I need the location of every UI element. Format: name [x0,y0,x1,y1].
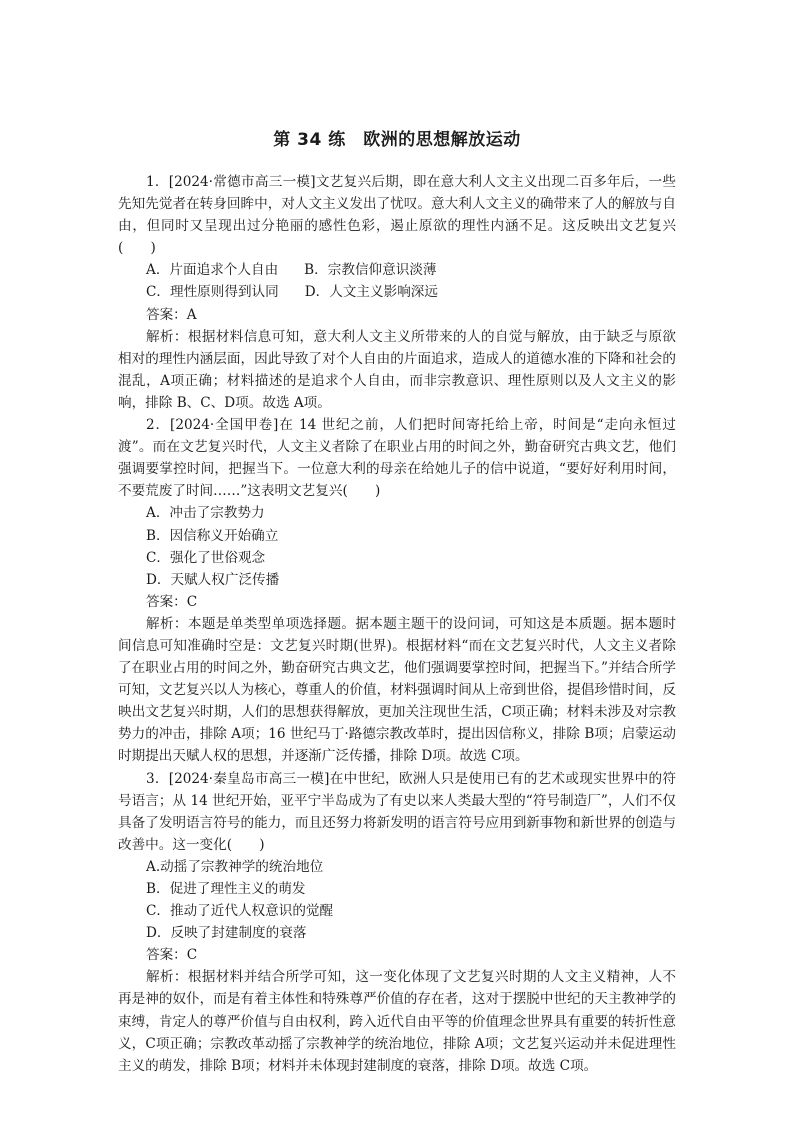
answer: 答案：C [146,947,198,964]
answer: 答案：C [146,593,198,610]
option-d: D．人文主义影响深远 [304,284,438,301]
question-stem: 1．[2024·常德市高三一模]文艺复兴后期，即在意大利人文主义出现二百多年后，一些先知先觉者在转身回眸中，对人文主义发出了忧叹。意大利人文主义的确带来了人的解放与自由，但同时又呈现出过分艳丽的感性色彩，遏止原欲的理性内涵不足。这反映出文艺复兴( ) [118,174,676,257]
option-c: C．强化了世俗观念 [146,549,266,566]
option-row [118,281,676,303]
question-stem: 3．[2024·秦皇岛市高三一模]在中世纪，欧洲人只是使用已有的艺术或现实世界中的符号语言；从 14 世纪开始，亚平宁半岛成为了有史以来人类最大型的“符号制造厂”，人们不仅具备了发明语言符号的能力，而且还努力将新发明的语言符号应用到新事物和新世界的创造与改善中。这一变化( ) [118,770,676,853]
question-stem: 2．[2024·全国甲卷]在 14 世纪之前，人们把时间寄托给上帝，时间是“走向永恒过渡”。而在文艺复兴时代，人文主义者除了在职业占用的时间之外，勤奋研究古典文艺，他们强调要掌控时间，把握当下。一位意大利的母亲在给她儿子的信中说道，“要好好利用时间，不要荒废了时间……”这表明文艺复兴( ) [118,417,676,500]
analysis: 解析：本题是单类型单项选择题。据本题主题干的设问词，可知这是本质题。据本题时间信息可知准确时空是：文艺复兴时期(世界)。根据材料“而在文艺复兴时代，人文主义者除了在职业占用的时间之外，勤奋研究古典文艺，他们强调要掌控时间，把握当下。”并结合所学可知，文艺复兴以人为核心，尊重人的价值，材料强调时间从上帝到世俗，提倡珍惜时间，反映出文艺复兴时期，人们的思想获得解放，更加关注现世生活，C项正确；材料未涉及对宗教势力的冲击，排除 A项；16 世纪马丁·路德宗教改革时，提出因信称义，排除 B项；启蒙运动时期提出天赋人权的思想，并逐渐广泛传播，排除 D项。故选 C项。 [118,615,676,765]
option-b: B．宗教信仰意识淡薄 [304,262,437,279]
option-b: B．促进了理性主义的萌发 [146,881,306,897]
answer: 答案：A [146,306,197,323]
question-2 [118,414,676,768]
option-b: B．因信称义开始确立 [146,527,279,544]
option-row [118,259,676,281]
option-d: D．反映了封建制度的衰落 [146,925,307,942]
option-c: C．推动了近代人权意识的觉醒 [146,903,334,920]
analysis: 解析：根据材料并结合所学可知，这一变化体现了文艺复兴时期的人文主义精神，人不再是神的奴仆，而是有着主体性和特殊尊严价值的存在者，这对于摆脱中世纪的天主教神学的束缚，肯定人的尊严价值与自由权利，跨入近代自由平等的价值理念世界具有重要的转折性意义，C项正确；宗教改革动摇了宗教神学的统治地位，排除 A项；文艺复兴运动并未促进理性主义的萌发，排除 B项；材料并未体现封建制度的衰落，排除 D项。故选 C项。 [118,969,676,1074]
option-d: D．天赋人权广泛传播 [146,571,280,588]
option-a: A.动摇了宗教神学的统治地位 [146,858,324,875]
document-body [118,171,676,1077]
option-c: C．理性原则得到认同 [146,284,279,301]
page-title: 第 34 练 欧洲的思想解放运动 [273,130,521,150]
option-a: A．冲击了宗教势力 [146,505,265,522]
question-1 [118,171,676,414]
question-3 [118,768,676,1077]
analysis: 解析：根据材料信息可知，意大利人文主义所带来的人的自觉与解放，由于缺乏与原欲相对的理性内涵层面，因此导致了对个人自由的片面追求，造成人的道德水准的下降和社会的混乱，A项正确；材料描述的是追求个人自由，而非宗教意识、理性原则以及人文主义的影响，排除 B、C、D项。故选 A项。 [118,328,676,411]
option-a: A．片面追求个人自由 [146,262,279,279]
